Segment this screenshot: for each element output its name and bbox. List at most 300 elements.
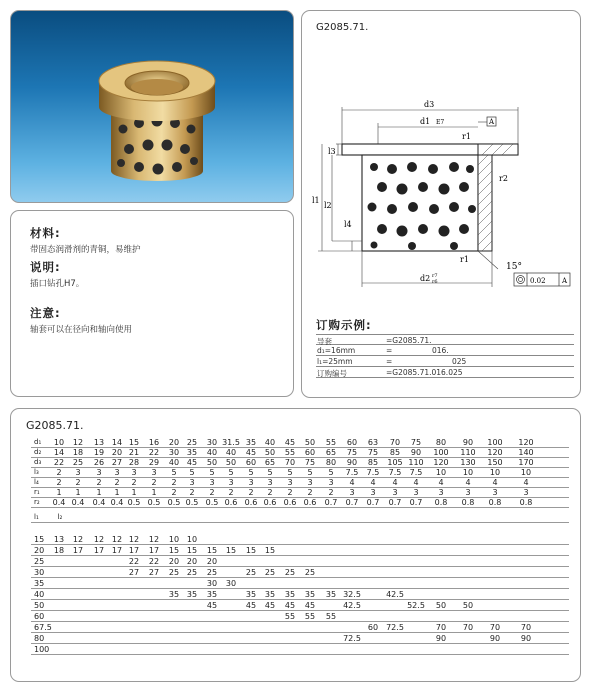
table-cell: 12 bbox=[72, 535, 84, 544]
row-label: d₃ bbox=[34, 458, 42, 466]
table-cell: 3 bbox=[209, 478, 215, 487]
table-cell: 25 bbox=[304, 568, 316, 577]
table-cell: 3 bbox=[370, 488, 376, 497]
table-cell: 0.6 bbox=[283, 498, 297, 507]
order-row: l₁=25mm = 025 bbox=[316, 356, 574, 367]
row-label: 20 bbox=[34, 546, 45, 555]
table-cell: 45 bbox=[186, 458, 198, 467]
table-cell: 100 bbox=[487, 438, 503, 447]
dimension-row bbox=[31, 438, 569, 448]
note-text: 轴套可以在径向和轴向使用 bbox=[30, 325, 133, 335]
table-cell: 12 bbox=[93, 535, 105, 544]
table-cell: 3 bbox=[438, 488, 444, 497]
table-cell: 25 bbox=[284, 568, 296, 577]
table-cell: 80 bbox=[325, 458, 337, 467]
table-cell: 25 bbox=[168, 568, 180, 577]
table-cell: 28 bbox=[128, 458, 140, 467]
dimension-row bbox=[31, 478, 569, 488]
table-cell: 27 bbox=[111, 458, 123, 467]
table-cell: 1 bbox=[151, 488, 157, 497]
table-cell: 5 bbox=[209, 468, 215, 477]
table-cell: 63 bbox=[367, 438, 379, 447]
row-label: 15 bbox=[34, 535, 45, 544]
table-cell: 0.6 bbox=[303, 498, 317, 507]
table-cell: 29 bbox=[148, 458, 160, 467]
table-cell: 50 bbox=[462, 601, 474, 610]
table-cell: 20 bbox=[168, 557, 180, 566]
table-cell: 0.7 bbox=[366, 498, 380, 507]
table-cell: 2 bbox=[96, 478, 102, 487]
table-cell: 2 bbox=[56, 478, 62, 487]
table-cell: 0.8 bbox=[461, 498, 475, 507]
table-cell: 65 bbox=[325, 448, 337, 457]
table-cell: 65 bbox=[264, 458, 276, 467]
order-example-heading: 订购示例: bbox=[316, 318, 372, 332]
dimension-row bbox=[31, 448, 569, 458]
table-cell: 2 bbox=[131, 478, 137, 487]
table-cell: 45 bbox=[304, 601, 316, 610]
table-cell: 0.6 bbox=[224, 498, 238, 507]
row-label: 100 bbox=[34, 645, 50, 654]
table-cell: 18 bbox=[72, 448, 84, 457]
table-cell: 42.5 bbox=[343, 601, 361, 610]
table-cell: 35 bbox=[264, 590, 276, 599]
table-cell: 150 bbox=[487, 458, 503, 467]
description-text: 插口钻孔H7。 bbox=[30, 279, 85, 289]
table-cell: 0.5 bbox=[167, 498, 181, 507]
table-cell: 45 bbox=[245, 448, 257, 457]
table-cell: 85 bbox=[367, 458, 379, 467]
material-heading: 材料: bbox=[30, 226, 61, 240]
table-cell: 0.8 bbox=[434, 498, 448, 507]
row-label: 60 bbox=[34, 612, 45, 621]
length-row bbox=[31, 634, 569, 644]
table-cell: 90 bbox=[410, 448, 422, 457]
dimension-row bbox=[31, 488, 569, 498]
table-cell: 7.5 bbox=[388, 468, 402, 477]
length-header-row: l₁ l₂ bbox=[31, 513, 569, 523]
table-cell: 10 bbox=[168, 535, 180, 544]
table-cell: 35 bbox=[284, 590, 296, 599]
length-row bbox=[31, 623, 569, 633]
product-photo-card bbox=[10, 10, 294, 203]
length-row bbox=[31, 590, 569, 600]
table-cell: 10 bbox=[489, 468, 501, 477]
table-cell: 120 bbox=[518, 438, 534, 447]
table-cell: 90 bbox=[462, 438, 474, 447]
table-cell: 130 bbox=[460, 458, 476, 467]
table-cell: 22 bbox=[53, 458, 65, 467]
table-cell: 5 bbox=[307, 468, 313, 477]
table-cell: 2 bbox=[171, 478, 177, 487]
table-cell: 5 bbox=[248, 468, 254, 477]
table-cell: 10 bbox=[53, 438, 65, 447]
table-cell: 16 bbox=[148, 438, 160, 447]
row-label: 67.5 bbox=[34, 623, 52, 632]
table-cell: 2 bbox=[248, 488, 254, 497]
table-cell: 15 bbox=[186, 546, 198, 555]
table-cell: 35 bbox=[245, 590, 257, 599]
bushing-drawing bbox=[302, 11, 582, 311]
table-cell: 22 bbox=[148, 557, 160, 566]
table-cell: 50 bbox=[264, 448, 276, 457]
table-cell: 0.7 bbox=[324, 498, 338, 507]
table-cell: 17 bbox=[111, 546, 123, 555]
table-cell: 4 bbox=[465, 478, 471, 487]
table-cell: 55 bbox=[304, 612, 316, 621]
table-cell: 15 bbox=[264, 546, 276, 555]
table-cell: 45 bbox=[206, 601, 218, 610]
table-cell: 105 bbox=[387, 458, 403, 467]
row-label: r₂ bbox=[34, 498, 40, 506]
table-cell: 55 bbox=[284, 448, 296, 457]
table-cell: 35 bbox=[186, 590, 198, 599]
table-cell: 0.4 bbox=[92, 498, 106, 507]
table-cell: 0.5 bbox=[205, 498, 219, 507]
table-cell: 0.6 bbox=[244, 498, 258, 507]
table-cell: 3 bbox=[114, 468, 120, 477]
length-row bbox=[31, 601, 569, 611]
table-cell: 72.5 bbox=[343, 634, 361, 643]
table-cell: 0.7 bbox=[345, 498, 359, 507]
table-cell: 14 bbox=[53, 448, 65, 457]
order-row: d₁=16mm = 016. bbox=[316, 345, 574, 356]
table-cell: 2 bbox=[171, 488, 177, 497]
table-cell: 2 bbox=[75, 478, 81, 487]
table-cell: 3 bbox=[151, 468, 157, 477]
length-row bbox=[31, 579, 569, 589]
table-cell: 80 bbox=[435, 438, 447, 447]
row-label: d₂ bbox=[34, 448, 42, 456]
table-cell: 70 bbox=[520, 623, 532, 632]
table-cell: 0.7 bbox=[388, 498, 402, 507]
table-cell: 10 bbox=[462, 468, 474, 477]
label-r1-bottom: r1 bbox=[460, 255, 469, 264]
table-cell: 4 bbox=[370, 478, 376, 487]
table-cell: 3 bbox=[96, 468, 102, 477]
order-row: 导套 =G2085.71. bbox=[316, 334, 574, 345]
table-cell: 1 bbox=[131, 488, 137, 497]
length-row bbox=[31, 535, 569, 545]
table-cell: 15 bbox=[128, 438, 140, 447]
table-cell: 3 bbox=[349, 488, 355, 497]
table-cell: 90 bbox=[435, 634, 447, 643]
table-cell: 70 bbox=[489, 623, 501, 632]
table-cell: 2 bbox=[114, 478, 120, 487]
table-cell: 70 bbox=[435, 623, 447, 632]
label-l2: l2 bbox=[324, 201, 332, 210]
label-d2: d2 bbox=[420, 274, 431, 283]
table-cell: 17 bbox=[93, 546, 105, 555]
table-cell: 70 bbox=[284, 458, 296, 467]
table-cell: 50 bbox=[435, 601, 447, 610]
row-label: d₁ bbox=[34, 438, 42, 446]
length-row bbox=[31, 568, 569, 578]
table-cell: 72.5 bbox=[386, 623, 404, 632]
table-cell: 1 bbox=[56, 488, 62, 497]
table-cell: 15 bbox=[168, 546, 180, 555]
table-cell: 20 bbox=[111, 448, 123, 457]
table-cell: 30 bbox=[225, 579, 237, 588]
table-cell: 2 bbox=[287, 488, 293, 497]
table-cell: 45 bbox=[284, 601, 296, 610]
table-cell: 3 bbox=[413, 488, 419, 497]
table-cell: 22 bbox=[128, 557, 140, 566]
concentricity-datum: A bbox=[562, 277, 568, 285]
table-cell: 12 bbox=[148, 535, 160, 544]
table-cell: 110 bbox=[408, 458, 424, 467]
table-cell: 4 bbox=[413, 478, 419, 487]
table-cell: 2 bbox=[189, 488, 195, 497]
label-d3: d3 bbox=[424, 100, 435, 109]
table-cell: 3 bbox=[465, 488, 471, 497]
table-cell: 120 bbox=[487, 448, 503, 457]
table-cell: 35 bbox=[206, 590, 218, 599]
dimension-row bbox=[31, 498, 569, 508]
row-label: 50 bbox=[34, 601, 45, 610]
table-cell: 5 bbox=[267, 468, 273, 477]
table-cell: 1 bbox=[96, 488, 102, 497]
technical-drawing-card bbox=[301, 10, 581, 398]
table-cell: 45 bbox=[284, 438, 296, 447]
description-card bbox=[10, 210, 294, 397]
table-cell: 60 bbox=[245, 458, 257, 467]
table-cell: 1 bbox=[75, 488, 81, 497]
table-cell: 10 bbox=[435, 468, 447, 477]
table-cell: 90 bbox=[489, 634, 501, 643]
table-cell: 35 bbox=[245, 438, 257, 447]
table-cell: 42.5 bbox=[386, 590, 404, 599]
table-cell: 2 bbox=[228, 488, 234, 497]
table-title: G2085.71. bbox=[26, 419, 84, 432]
bushing-photo bbox=[11, 11, 294, 203]
table-cell: 2 bbox=[328, 488, 334, 497]
table-cell: 0.8 bbox=[488, 498, 502, 507]
table-cell: 2 bbox=[209, 488, 215, 497]
table-cell: 17 bbox=[128, 546, 140, 555]
dimension-table-card bbox=[10, 408, 581, 682]
label-r1-top: r1 bbox=[462, 132, 471, 141]
table-cell: 12 bbox=[128, 535, 140, 544]
table-cell: 3 bbox=[392, 488, 398, 497]
table-cell: 0.4 bbox=[52, 498, 66, 507]
table-cell: 30 bbox=[168, 448, 180, 457]
table-cell: 5 bbox=[328, 468, 334, 477]
table-cell: 3 bbox=[492, 488, 498, 497]
table-cell: 12 bbox=[72, 438, 84, 447]
dimension-row bbox=[31, 458, 569, 468]
table-cell: 7.5 bbox=[345, 468, 359, 477]
table-cell: 0.5 bbox=[127, 498, 141, 507]
table-cell: 2 bbox=[307, 488, 313, 497]
table-cell: 52.5 bbox=[407, 601, 425, 610]
table-cell: 12 bbox=[111, 535, 123, 544]
table-cell: 40 bbox=[206, 448, 218, 457]
drawing-code: G2085.71. bbox=[316, 22, 369, 33]
table-cell: 5 bbox=[189, 468, 195, 477]
row-label: l₃ bbox=[34, 468, 39, 476]
datum-a: A bbox=[489, 118, 495, 126]
table-cell: 70 bbox=[389, 438, 401, 447]
label-e7: E7 bbox=[436, 119, 445, 126]
label-tol-r6: r6 bbox=[432, 279, 438, 285]
label-l4: l4 bbox=[344, 220, 352, 229]
material-text: 带固态润滑剂的青铜，易维护 bbox=[30, 245, 141, 255]
label-r2: r2 bbox=[499, 174, 508, 183]
table-cell: 10 bbox=[520, 468, 532, 477]
label-l1: l1 bbox=[312, 196, 320, 205]
table-cell: 55 bbox=[325, 438, 337, 447]
label-d1: d1 bbox=[420, 117, 431, 126]
table-cell: 3 bbox=[189, 478, 195, 487]
table-cell: 25 bbox=[186, 568, 198, 577]
table-cell: 17 bbox=[148, 546, 160, 555]
order-row: 订购编号 =G2085.71.016.025 bbox=[316, 367, 574, 378]
table-cell: 20 bbox=[206, 557, 218, 566]
table-cell: 32.5 bbox=[343, 590, 361, 599]
table-cell: 3 bbox=[307, 478, 313, 487]
table-cell: 45 bbox=[264, 601, 276, 610]
table-cell: 2 bbox=[56, 468, 62, 477]
table-cell: 55 bbox=[284, 612, 296, 621]
table-cell: 5 bbox=[171, 468, 177, 477]
table-cell: 20 bbox=[168, 438, 180, 447]
table-cell: 3 bbox=[267, 478, 273, 487]
table-cell: 5 bbox=[228, 468, 234, 477]
length-row bbox=[31, 645, 569, 655]
table-cell: 35 bbox=[304, 590, 316, 599]
table-cell: 75 bbox=[346, 448, 358, 457]
table-cell: 0.7 bbox=[409, 498, 423, 507]
table-cell: 40 bbox=[264, 438, 276, 447]
table-cell: 27 bbox=[128, 568, 140, 577]
table-cell: 170 bbox=[518, 458, 534, 467]
table-cell: 30 bbox=[206, 438, 218, 447]
table-cell: 10 bbox=[186, 535, 198, 544]
table-cell: 13 bbox=[53, 535, 65, 544]
table-cell: 3 bbox=[228, 478, 234, 487]
table-cell: 26 bbox=[93, 458, 105, 467]
table-cell: 1 bbox=[114, 488, 120, 497]
table-cell: 15 bbox=[206, 546, 218, 555]
table-cell: 4 bbox=[492, 478, 498, 487]
label-tol-r7: r7 bbox=[432, 273, 438, 279]
table-cell: 21 bbox=[128, 448, 140, 457]
table-cell: 45 bbox=[245, 601, 257, 610]
table-cell: 25 bbox=[72, 458, 84, 467]
table-cell: 120 bbox=[433, 458, 449, 467]
table-cell: 7.5 bbox=[409, 468, 423, 477]
row-label: l₄ bbox=[34, 478, 39, 486]
table-cell: 60 bbox=[304, 448, 316, 457]
table-cell: 4 bbox=[438, 478, 444, 487]
label-angle: 15° bbox=[506, 262, 522, 272]
length-row bbox=[31, 612, 569, 622]
length-row bbox=[31, 557, 569, 567]
table-cell: 35 bbox=[168, 590, 180, 599]
row-label: 40 bbox=[34, 590, 45, 599]
table-cell: 0.5 bbox=[147, 498, 161, 507]
table-cell: 3 bbox=[75, 468, 81, 477]
table-cell: 25 bbox=[264, 568, 276, 577]
table-cell: 3 bbox=[523, 488, 529, 497]
table-cell: 35 bbox=[186, 448, 198, 457]
table-cell: 18 bbox=[53, 546, 65, 555]
table-cell: 4 bbox=[392, 478, 398, 487]
table-cell: 2 bbox=[151, 478, 157, 487]
table-cell: 17 bbox=[72, 546, 84, 555]
description-heading: 说明: bbox=[30, 260, 61, 274]
row-label: 35 bbox=[34, 579, 45, 588]
table-cell: 22 bbox=[148, 448, 160, 457]
table-cell: 70 bbox=[462, 623, 474, 632]
table-cell: 30 bbox=[206, 579, 218, 588]
table-cell: 0.5 bbox=[185, 498, 199, 507]
table-cell: 7.5 bbox=[366, 468, 380, 477]
table-cell: 140 bbox=[518, 448, 534, 457]
table-cell: 75 bbox=[410, 438, 422, 447]
table-cell: 3 bbox=[248, 478, 254, 487]
table-cell: 100 bbox=[433, 448, 449, 457]
table-cell: 50 bbox=[206, 458, 218, 467]
table-cell: 90 bbox=[520, 634, 532, 643]
table-cell: 25 bbox=[245, 568, 257, 577]
table-cell: 110 bbox=[460, 448, 476, 457]
table-cell: 0.6 bbox=[263, 498, 277, 507]
row-label: 30 bbox=[34, 568, 45, 577]
table-cell: 15 bbox=[245, 546, 257, 555]
row-label: 80 bbox=[34, 634, 45, 643]
table-cell: 4 bbox=[349, 478, 355, 487]
table-cell: 40 bbox=[168, 458, 180, 467]
table-cell: 3 bbox=[131, 468, 137, 477]
table-cell: 75 bbox=[304, 458, 316, 467]
table-cell: 2 bbox=[267, 488, 273, 497]
table-cell: 35 bbox=[325, 590, 337, 599]
table-cell: 50 bbox=[304, 438, 316, 447]
table-cell: 25 bbox=[206, 568, 218, 577]
concentricity-value: 0.02 bbox=[530, 277, 546, 285]
note-heading: 注意: bbox=[30, 306, 61, 320]
table-cell: 13 bbox=[93, 438, 105, 447]
row-label: r₁ bbox=[34, 488, 40, 496]
table-cell: 15 bbox=[225, 546, 237, 555]
table-cell: 90 bbox=[346, 458, 358, 467]
table-cell: 25 bbox=[186, 438, 198, 447]
table-cell: 40 bbox=[225, 448, 237, 457]
table-cell: 14 bbox=[111, 438, 123, 447]
table-cell: 31.5 bbox=[222, 438, 240, 447]
table-cell: 50 bbox=[225, 458, 237, 467]
table-cell: 0.4 bbox=[71, 498, 85, 507]
table-cell: 55 bbox=[325, 612, 337, 621]
table-cell: 27 bbox=[148, 568, 160, 577]
table-cell: 20 bbox=[186, 557, 198, 566]
table-cell: 3 bbox=[287, 478, 293, 487]
table-cell: 0.4 bbox=[110, 498, 124, 507]
table-cell: 75 bbox=[367, 448, 379, 457]
row-label: 25 bbox=[34, 557, 45, 566]
dimension-row bbox=[31, 468, 569, 478]
table-cell: 19 bbox=[93, 448, 105, 457]
table-cell: 60 bbox=[367, 623, 379, 632]
table-cell: 60 bbox=[346, 438, 358, 447]
table-cell: 5 bbox=[287, 468, 293, 477]
length-row bbox=[31, 546, 569, 556]
table-cell: 4 bbox=[523, 478, 529, 487]
table-cell: 3 bbox=[328, 478, 334, 487]
table-cell: 85 bbox=[389, 448, 401, 457]
